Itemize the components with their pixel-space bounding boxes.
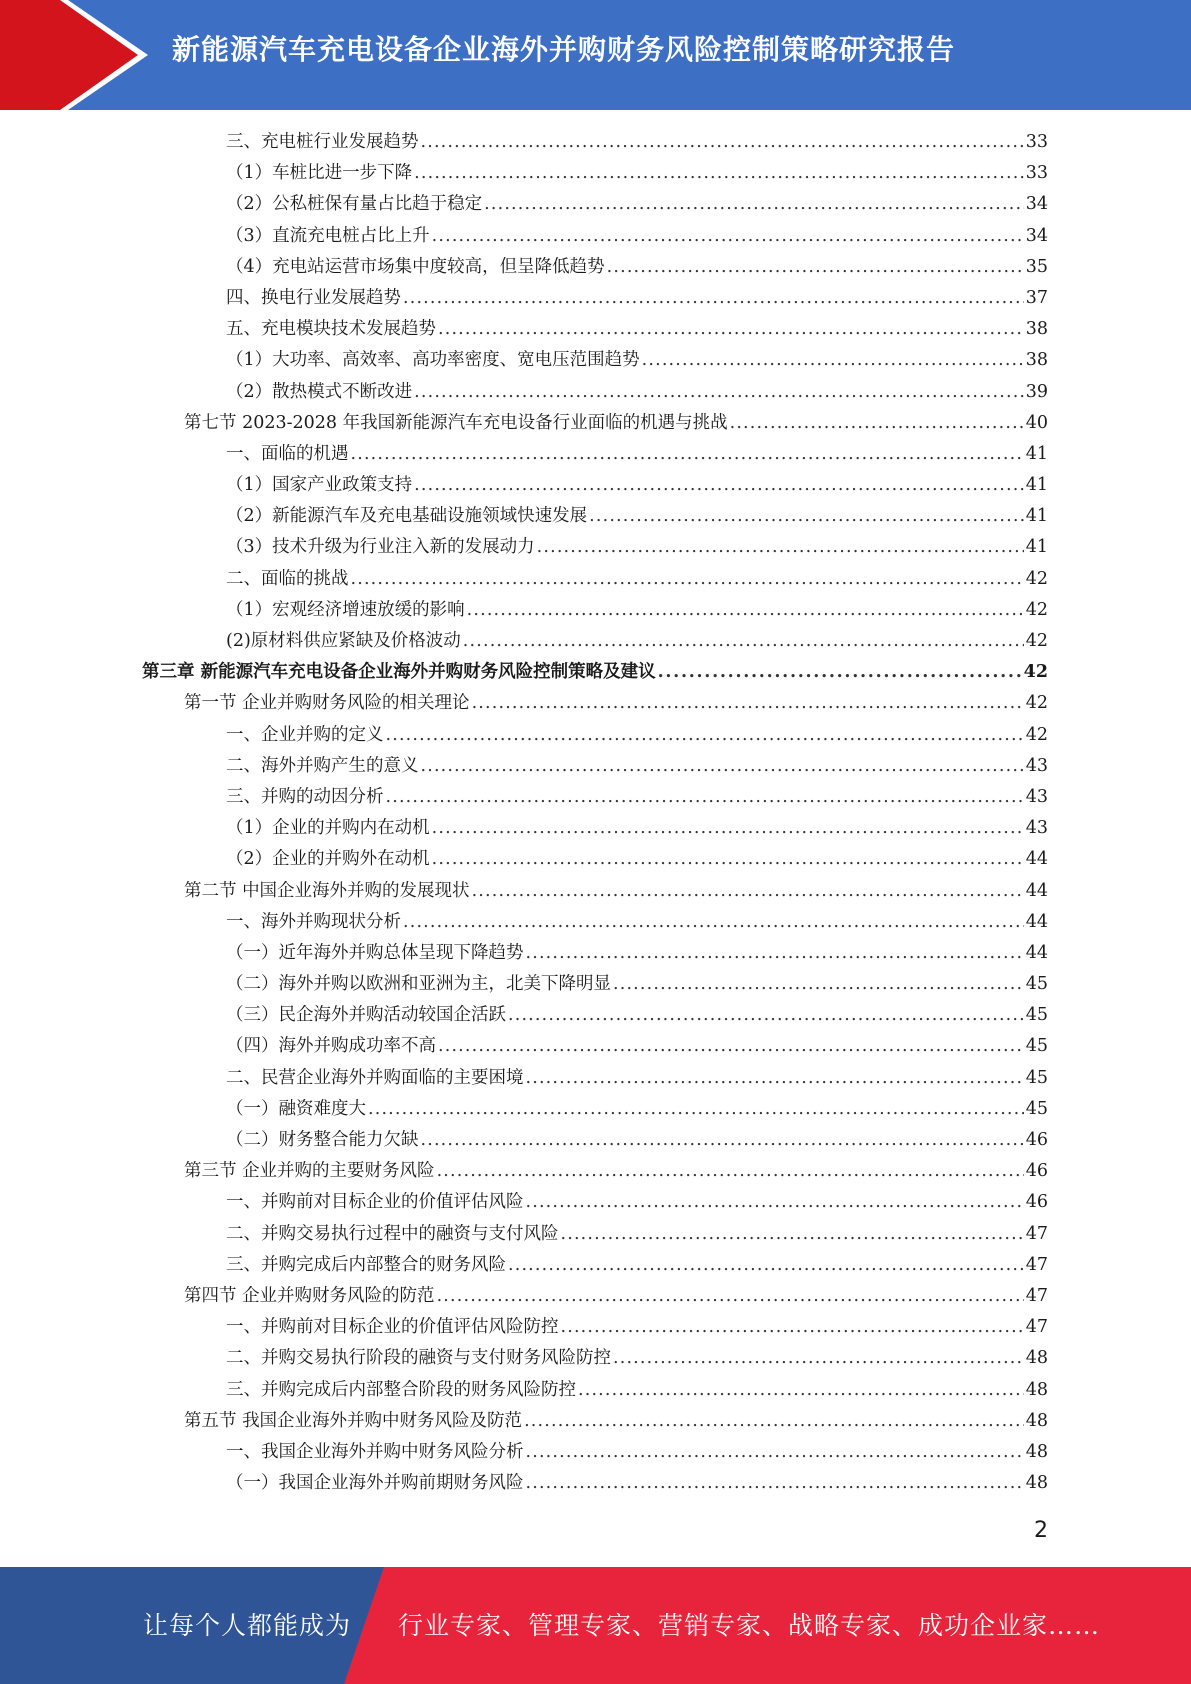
toc-dot-leader (472, 688, 1024, 719)
toc-entry[interactable] (0, 377, 1191, 408)
toc-entry-title: 三、充电桩行业发展趋势 (226, 132, 419, 152)
toc-entry[interactable] (0, 1063, 1191, 1094)
toc-entry-title: 第五节 我国企业海外并购中财务风险及防范 (184, 1410, 523, 1431)
toc-dot-leader (561, 1312, 1024, 1343)
toc-entry-page: 44 (1025, 942, 1048, 963)
toc-dot-leader (526, 1063, 1024, 1094)
toc-entry[interactable] (0, 595, 1191, 626)
toc-entry[interactable] (0, 876, 1191, 907)
toc-entry-title: （2）企业的并购外在动机 (226, 849, 430, 870)
toc-dot-leader (578, 1375, 1024, 1406)
toc-entry-title: 二、并购交易执行阶段的融资与支付财务风险防控 (226, 1348, 611, 1369)
toc-entry-page: 42 (1025, 631, 1048, 651)
toc-entry[interactable] (0, 720, 1191, 751)
toc-entry-title: 一、面临的机遇 (226, 443, 349, 464)
toc-entry-title: （2）公私桩保有量占比趋于稳定 (226, 194, 483, 215)
footer-slogan-left: 让每个人都能成为 (143, 1611, 352, 1640)
toc-entry-title: 一、企业并购的定义 (226, 724, 384, 745)
toc-entry-page: 35 (1025, 256, 1048, 277)
toc-dot-leader (642, 345, 1024, 376)
toc-dot-leader (472, 876, 1024, 907)
toc-dot-leader (414, 377, 1024, 408)
toc-entry[interactable] (0, 158, 1191, 189)
toc-entry-title: （2）新能源汽车及充电基础设施领域快速发展 (226, 506, 588, 527)
toc-entry[interactable] (0, 314, 1191, 345)
toc-entry-title: 三、并购完成后内部整合阶段的财务风险防控 (226, 1379, 576, 1400)
toc-entry[interactable] (0, 439, 1191, 470)
toc-dot-leader (437, 1281, 1024, 1312)
toc-entry[interactable] (0, 564, 1191, 595)
toc-entry-page: 46 (1025, 1192, 1048, 1213)
toc-entry-page: 47 (1025, 1317, 1048, 1338)
toc-entry-title: （一）近年海外并购总体呈现下降趋势 (226, 942, 524, 963)
toc-entry-page: 44 (1025, 849, 1048, 870)
toc-entry[interactable] (0, 813, 1191, 844)
toc-dot-leader (467, 595, 1024, 626)
toc-entry-page: 41 (1025, 443, 1048, 464)
toc-entry-title: （1）大功率、高效率、高功率密度、宽电压范围趋势 (226, 350, 640, 371)
toc-entry-title: 二、海外并购产生的意义 (226, 755, 419, 776)
toc-entry-page: 44 (1025, 911, 1048, 932)
toc-dot-leader (438, 314, 1024, 345)
toc-entry-title: 三、并购完成后内部整合的财务风险 (226, 1254, 506, 1275)
toc-dot-leader (437, 1156, 1024, 1187)
toc-dot-leader (351, 439, 1024, 470)
toc-entry-page: 41 (1025, 506, 1048, 527)
chevron-logo-icon (0, 0, 160, 110)
toc-entry-title: （一）我国企业海外并购前期财务风险 (226, 1473, 524, 1494)
toc-dot-leader (730, 408, 1024, 439)
toc-entry-page: 46 (1025, 1130, 1048, 1150)
toc-entry-page: 41 (1025, 537, 1048, 558)
toc-entry-title: 二、并购交易执行过程中的融资与支付风险 (226, 1223, 559, 1244)
toc-entry-title: 五、充电模块技术发展趋势 (226, 319, 436, 340)
toc-entry[interactable] (0, 1312, 1191, 1343)
toc-entry-page: 48 (1025, 1410, 1048, 1431)
toc-dot-leader (432, 221, 1024, 252)
toc-entry-title: （1）国家产业政策支持 (226, 475, 413, 496)
toc-entry-title: 第二节 中国企业海外并购的发展现状 (184, 880, 470, 901)
toc-entry-page: 45 (1025, 974, 1048, 995)
toc-entry-page: 38 (1025, 350, 1048, 371)
toc-entry[interactable] (0, 938, 1191, 969)
toc-dot-leader (432, 844, 1024, 875)
toc-entry-page: 44 (1025, 880, 1048, 901)
toc-entry-title: （二）财务整合能力欠缺 (226, 1130, 419, 1150)
toc-entry-title: 一、海外并购现状分析 (226, 911, 401, 932)
toc-entry-title: 一、我国企业海外并购中财务风险分析 (226, 1441, 524, 1462)
toc-dot-leader (432, 813, 1024, 844)
toc-dot-leader (438, 1031, 1024, 1062)
toc-entry-title: 第七节 2023-2028 年我国新能源汽车充电设备行业面临的机遇与挑战 (184, 412, 728, 433)
toc-dot-leader (484, 189, 1024, 220)
toc-entry-title: （4）充电站运营市场集中度较高，但呈降低趋势 (226, 256, 605, 277)
toc-entry-page: 34 (1025, 225, 1048, 246)
header-banner (0, 0, 1191, 110)
toc-dot-leader (508, 1250, 1024, 1281)
toc-entry-title: (2)原材料供应紧缺及价格波动 (226, 631, 461, 651)
toc-entry-page: 40 (1025, 412, 1048, 433)
toc-dot-leader (613, 969, 1024, 1000)
toc-entry-page: 39 (1025, 381, 1048, 402)
table-of-contents (0, 127, 1191, 1499)
toc-entry[interactable] (0, 1250, 1191, 1281)
toc-dot-leader (351, 564, 1024, 595)
toc-dot-leader (613, 1343, 1024, 1374)
toc-entry-title: 第一节 企业并购财务风险的相关理论 (184, 693, 470, 714)
toc-entry-title: 二、民营企业海外并购面临的主要困境 (226, 1067, 524, 1088)
toc-entry[interactable] (0, 688, 1191, 719)
toc-entry[interactable] (0, 1281, 1191, 1312)
toc-dot-leader (386, 782, 1024, 813)
toc-dot-leader (386, 720, 1024, 751)
toc-dot-leader (368, 1094, 1024, 1125)
toc-entry-title: （1）车桩比进一步下降 (226, 163, 413, 184)
toc-entry-title: （三）民企海外并购活动较国企活跃 (226, 1005, 506, 1026)
toc-dot-leader (421, 127, 1024, 158)
toc-entry-page: 42 (1025, 693, 1048, 714)
toc-entry[interactable] (0, 501, 1191, 532)
toc-dot-leader (421, 751, 1024, 782)
toc-entry-title: （一）融资难度大 (226, 1098, 366, 1119)
toc-dot-leader (526, 1437, 1024, 1468)
toc-entry[interactable] (0, 345, 1191, 376)
toc-entry-title: （3）直流充电桩占比上升 (226, 225, 430, 246)
toc-entry[interactable] (0, 1156, 1191, 1187)
toc-dot-leader (607, 252, 1024, 283)
toc-entry-page: 42 (1025, 724, 1048, 745)
toc-entry[interactable] (0, 1000, 1191, 1031)
toc-entry-page: 47 (1025, 1254, 1048, 1275)
toc-entry-page: 38 (1025, 319, 1048, 340)
toc-entry[interactable] (0, 1343, 1191, 1374)
toc-entry-title: 三、并购的动因分析 (226, 786, 384, 807)
toc-entry-page: 42 (1025, 599, 1048, 620)
toc-entry-page: 48 (1025, 1473, 1048, 1494)
toc-entry-title: （1）宏观经济增速放缓的影响 (226, 599, 465, 620)
toc-entry[interactable] (0, 1031, 1191, 1062)
toc-entry-page: 45 (1025, 1098, 1048, 1119)
toc-dot-leader (526, 1187, 1024, 1218)
toc-dot-leader (658, 657, 1022, 688)
toc-entry-page: 45 (1025, 1067, 1048, 1088)
page-number: 2 (1034, 1518, 1048, 1543)
toc-entry-page: 45 (1025, 1036, 1048, 1057)
toc-dot-leader (526, 938, 1024, 969)
toc-entry-page: 47 (1025, 1285, 1048, 1306)
toc-entry[interactable] (0, 470, 1191, 501)
toc-entry[interactable] (0, 532, 1191, 563)
toc-entry[interactable] (0, 657, 1191, 688)
toc-entry[interactable] (0, 127, 1191, 158)
toc-dot-leader (403, 907, 1024, 938)
toc-entry-page: 45 (1025, 1005, 1048, 1026)
toc-entry-page: 33 (1025, 163, 1048, 184)
toc-entry[interactable] (0, 1219, 1191, 1250)
toc-entry[interactable] (0, 782, 1191, 813)
toc-entry[interactable] (0, 969, 1191, 1000)
toc-entry-title: 四、换电行业发展趋势 (226, 287, 401, 308)
toc-entry-page: 33 (1025, 132, 1048, 152)
toc-entry[interactable] (0, 751, 1191, 782)
toc-entry-page: 43 (1025, 818, 1048, 839)
toc-entry-page: 48 (1025, 1379, 1048, 1400)
toc-entry-page: 43 (1025, 755, 1048, 776)
toc-entry-title: 二、面临的挑战 (226, 568, 349, 589)
toc-entry[interactable] (0, 1406, 1191, 1437)
toc-entry-title: 第四节 企业并购财务风险的防范 (184, 1285, 435, 1306)
toc-entry-title: （2）散热模式不断改进 (226, 381, 413, 402)
toc-entry-page: 47 (1025, 1223, 1048, 1244)
toc-entry-page: 43 (1025, 786, 1048, 807)
toc-entry-title: （3）技术升级为行业注入新的发展动力 (226, 537, 535, 558)
toc-entry[interactable] (0, 1468, 1191, 1499)
toc-entry[interactable] (0, 1125, 1191, 1156)
toc-entry[interactable] (0, 283, 1191, 314)
toc-dot-leader (537, 532, 1024, 563)
toc-entry[interactable] (0, 1094, 1191, 1125)
toc-entry-title: 第三章 新能源汽车充电设备企业海外并购财务风险控制策略及建议 (142, 662, 656, 683)
toc-entry-page: 41 (1025, 475, 1048, 496)
toc-entry[interactable] (0, 844, 1191, 875)
toc-entry-page: 34 (1025, 194, 1048, 215)
toc-dot-leader (508, 1000, 1024, 1031)
toc-entry[interactable] (0, 189, 1191, 220)
toc-entry-title: 第三节 企业并购的主要财务风险 (184, 1161, 435, 1182)
toc-dot-leader (524, 1406, 1024, 1437)
toc-dot-leader (403, 283, 1024, 314)
toc-entry[interactable] (0, 221, 1191, 252)
toc-entry[interactable] (0, 252, 1191, 283)
toc-dot-leader (421, 1125, 1024, 1156)
toc-entry-page: 48 (1025, 1441, 1048, 1462)
toc-dot-leader (561, 1219, 1024, 1250)
toc-dot-leader (414, 470, 1024, 501)
toc-entry[interactable] (0, 1375, 1191, 1406)
toc-dot-leader (414, 158, 1024, 189)
toc-entry[interactable] (0, 626, 1191, 657)
toc-dot-leader (526, 1468, 1024, 1499)
toc-entry-title: 一、并购前对目标企业的价值评估风险防控 (226, 1317, 559, 1338)
toc-entry-page: 46 (1025, 1161, 1048, 1182)
toc-entry-page: 42 (1025, 568, 1048, 589)
toc-entry-title: （二）海外并购以欧洲和亚洲为主，北美下降明显 (226, 974, 611, 995)
toc-entry[interactable] (0, 907, 1191, 938)
report-title: 新能源汽车充电设备企业海外并购财务风险控制策略研究报告 (172, 33, 956, 66)
toc-entry-page: 48 (1025, 1348, 1048, 1369)
footer-banner (0, 1567, 1191, 1684)
toc-entry-title: （四）海外并购成功率不高 (226, 1036, 436, 1057)
toc-dot-leader (589, 501, 1024, 532)
toc-entry-title: 一、并购前对目标企业的价值评估风险 (226, 1192, 524, 1213)
toc-entry-page: 37 (1025, 287, 1048, 308)
toc-entry[interactable] (0, 408, 1191, 439)
toc-entry-title: （1）企业的并购内在动机 (226, 818, 430, 839)
toc-entry[interactable] (0, 1437, 1191, 1468)
footer-slogan-right: 行业专家、管理专家、营销专家、战略专家、成功企业家…… (398, 1611, 1101, 1640)
toc-entry-page: 42 (1023, 662, 1048, 683)
toc-entry[interactable] (0, 1187, 1191, 1218)
toc-dot-leader (463, 626, 1024, 657)
